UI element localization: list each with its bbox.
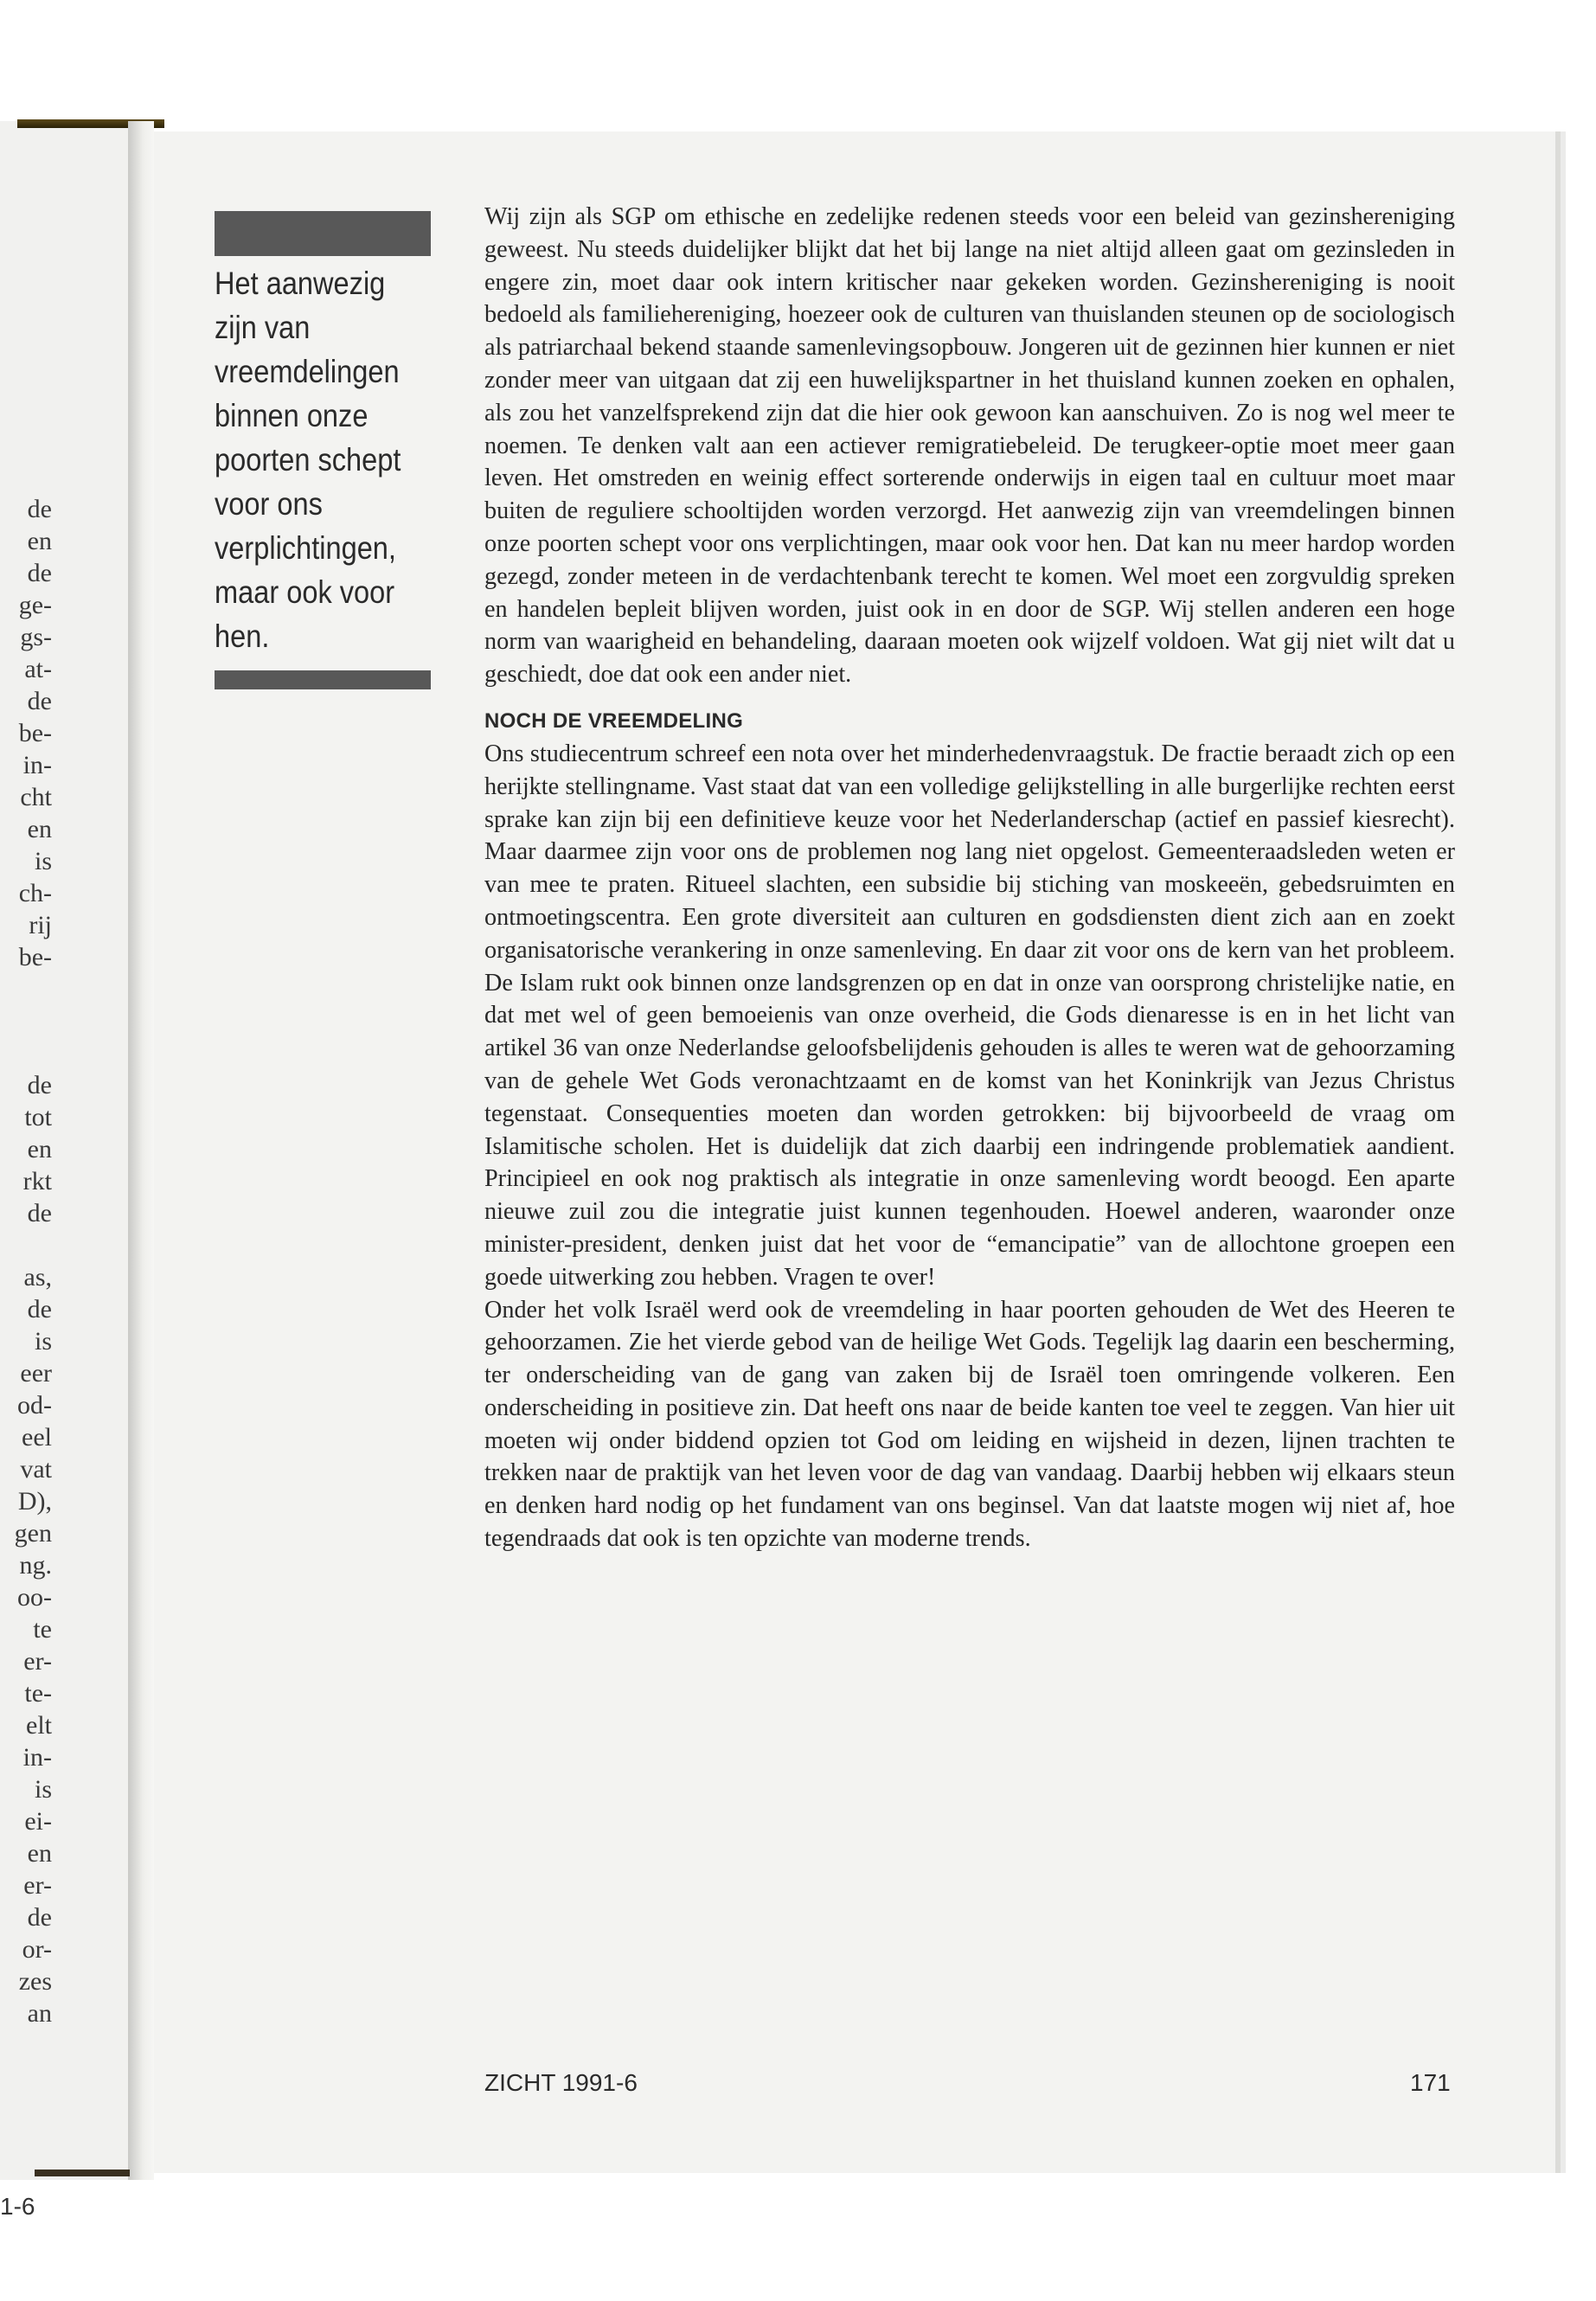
previous-page-fragment: en: [27, 815, 52, 843]
previous-page-fragment: [0, 1005, 52, 1037]
previous-page-fragment: oo-: [17, 1583, 52, 1612]
paragraph-2: Ons studiecentrum schreef een nota over het minderhedenvraagstuk. De fractie beraadt zich op een herijkte stellingname. Vast staat dat van een volledige gelijkstelling in alle burgerlijke rechten eerst sprake kan zijn bij een definitieve keuze voor het Nederlanderschap (actief en passief kiesrecht). Maar daarmee zijn voor ons de problemen nog lang niet opgelost. Gemeenteraadsleden weten er van mee te praten. Ritueel slachten, een subsidie bij stiching van moskeeën, gebedsruimten en ontmoetingscentra. Een grote diversiteit aan culturen en godsdiensten dient zich aan en zoekt organisatorische verankering in onze samenleving. En daar zit voor ons de kern van het probleem. De Islam rukt ook binnen onze landsgrenzen op en dat in onze van oorsprong christelijke natie, en dat met wel of geen bemoeienis van onze overheid, die Gods dienaresse is en in het licht van artikel 36 van onze Nederlandse geloofsbelijdenis gehouden is alles te weren wat de gehoorzaming van de gehele Wet Gods veronachtzaamt en de komst van het Koninkrijk van Jezus Christus tegenstaat. Consequenties moeten dan worden getrokken: bij bijvoorbeeld de vraag om Islamitische scholen. Het is duidelijk dat zich daarbij een indringende problematiek aandient. Principieel en ook nog praktisch als integratie in onze samenleving wordt beoogd. Een aparte nieuwe zuil zou die integratie juist kunnen tegenhouden. Hoewel anderen, waaronder onze minister-president, denken juist dat het voor de “emancipatie” van de allochtone groepen een goede uitwerking zou hebben. Vragen te over!: [484, 740, 1455, 1291]
previous-page-fragment: de: [27, 1199, 52, 1227]
previous-page-text-fragments: [0, 493, 52, 2029]
previous-page-fragment: de: [27, 495, 52, 523]
previous-page-fragment: gs-: [20, 623, 52, 651]
paragraph-1: Wij zijn als SGP om ethische en zedelijke redenen steeds voor een beleid van gezinshereniging geweest. Nu steeds duidelijker blijkt dat het bij lange na niet altijd alleen gaat om gezinsleden in engere zin, moet daar ook intern kritischer naar gekeken worden. Gezinshereniging is nooit bedoeld als familiehereniging, hoezeer ook de culturen van thuislanden steunen op de sociologisch als patriarchaal bekend staande samenlevingsopbouw. Jongeren uit de gezinnen hier kunnen er niet zonder meer van uitgaan dat zij een huwelijkspartner in het thuisland kunnen zoeken en ophalen, als zou het vanzelfsprekend zijn dat die hier ook gewoon kan aanschuiven. Zo is nog wel meer te noemen. Te denken valt aan een actiever remigratiebeleid. De terugkeer-optie moet meer gaan leven. Het omstreden en weinig effect sorterende onderwijs in eigen taal en cultuur moet maar buiten de reguliere schooltijden worden verzorgd. Het aanwezig zijn van vreemdelingen binnen onze poorten schept voor ons verplichtingen, maar ook voor hen. Dat kan nu meer hardop worden gezegd, zonder meteen in de verdachtenbank terecht te komen. Wel moet een zorgvuldig spreken en handelen bepleit blijven worden, juist ook in en door de SGP. Wij stellen anderen een hoge norm van waarigheid en behandeling, daaraan moeten ook wijzelf voldoen. Wat gij niet wilt dat u geschiedt, doe dat ook een ander niet.: [484, 203, 1455, 689]
previous-page-fragment: as,: [23, 1263, 52, 1292]
previous-page-fragment: be-: [18, 943, 52, 971]
previous-page-fragment: is: [34, 847, 52, 875]
previous-page-fragment: de: [27, 687, 52, 715]
section-heading: NOCH DE VREEMDELING: [484, 708, 744, 733]
previous-page-fragment: en: [27, 1839, 52, 1868]
footer-page-number: 171: [1410, 2069, 1451, 2096]
previous-page-fragment: in-: [22, 1743, 52, 1772]
previous-page-fragment: an: [27, 1999, 52, 2028]
pull-quote-bar-bottom: [215, 670, 431, 689]
previous-page-fragment: [0, 973, 52, 1005]
previous-page-fragment: D),: [17, 1487, 52, 1516]
previous-page-fragment: tot: [24, 1103, 52, 1131]
previous-page-fragment: gen: [14, 1519, 52, 1548]
previous-page-edge: [0, 121, 130, 2220]
previous-page-fragment: en: [27, 1135, 52, 1163]
previous-page-fragment: zes: [18, 1967, 52, 1996]
previous-page-fragment: rkt: [22, 1167, 52, 1195]
binding-spine-bottom: [35, 2170, 130, 2176]
previous-page-fragment: cht: [20, 783, 52, 811]
pull-quote-text: Het aanwezig zijn van vreemdelingen binnen onze poorten schept voor ons verplichtingen, maar ook voor hen.: [215, 266, 401, 654]
previous-page-fragment: ei-: [24, 1807, 52, 1836]
previous-page-fragment: is: [34, 1775, 52, 1804]
previous-page-fragment: or-: [22, 1935, 52, 1964]
previous-page-footer: 1-6: [0, 2193, 35, 2220]
article-body: [484, 201, 1455, 1555]
page-gutter: [128, 121, 154, 2180]
previous-page-fragment: be-: [18, 719, 52, 747]
pull-quote-bar-top: [215, 211, 431, 256]
previous-page-fragment: de: [27, 1295, 52, 1324]
previous-page-fragment: in-: [22, 751, 52, 779]
previous-page-fragment: [0, 1229, 52, 1261]
paragraph-3: Onder het volk Israël werd ook de vreemdeling in haar poorten gehouden de Wet des Heeren te gehoorzamen. Zie het vierde gebod van de heilige Wet Gods. Tegelijk lag daarin een bescherming, ter onderscheiding van de gang van zaken bij de Israël toen omringende volkeren. Een onderscheiding in positieve zin. Dat heeft ons naar de beide kanten toe veel te zeggen. Van hier uit moeten wij onder biddend opzien tot God om leiding en wijsheid in dezen, lijnen trachten te trekken naar de praktijk van het leven voor de dag van vandaag. Daarbij hebben wij elkaars steun en denken hard nodig op het fundament van ons beginsel. Van dat laatste mogen wij niet af, hoe tegendraads dat ook is ten opzichte van moderne trends.: [484, 1296, 1455, 1553]
previous-page-fragment: rij: [29, 911, 52, 939]
previous-page-fragment: eel: [22, 1423, 52, 1452]
previous-page-fragment: de: [27, 1903, 52, 1932]
previous-page-fragment: vat: [20, 1455, 52, 1484]
previous-page-fragment: eer: [20, 1359, 52, 1388]
previous-page-fragment: is: [34, 1327, 52, 1356]
magazine-page: [154, 131, 1555, 2173]
previous-page-fragment: er-: [23, 1647, 52, 1676]
previous-page-fragment: od-: [17, 1391, 52, 1420]
previous-page-fragment: elt: [26, 1711, 52, 1740]
previous-page-fragment: en: [27, 527, 52, 555]
previous-page-fragment: [0, 1037, 52, 1069]
previous-page-fragment: de: [27, 559, 52, 587]
previous-page-fragment: te: [33, 1615, 52, 1644]
previous-page-fragment: te-: [24, 1679, 52, 1708]
previous-page-fragment: er-: [23, 1871, 52, 1900]
pull-quote: [215, 211, 431, 689]
previous-page-fragment: ng.: [19, 1551, 52, 1580]
previous-page-fragment: ge-: [18, 591, 52, 619]
previous-page-fragment: ch-: [18, 879, 52, 907]
footer-publication: ZICHT 1991-6: [484, 2069, 638, 2096]
previous-page-fragment: at-: [24, 655, 52, 683]
previous-page-fragment: de: [27, 1071, 52, 1099]
